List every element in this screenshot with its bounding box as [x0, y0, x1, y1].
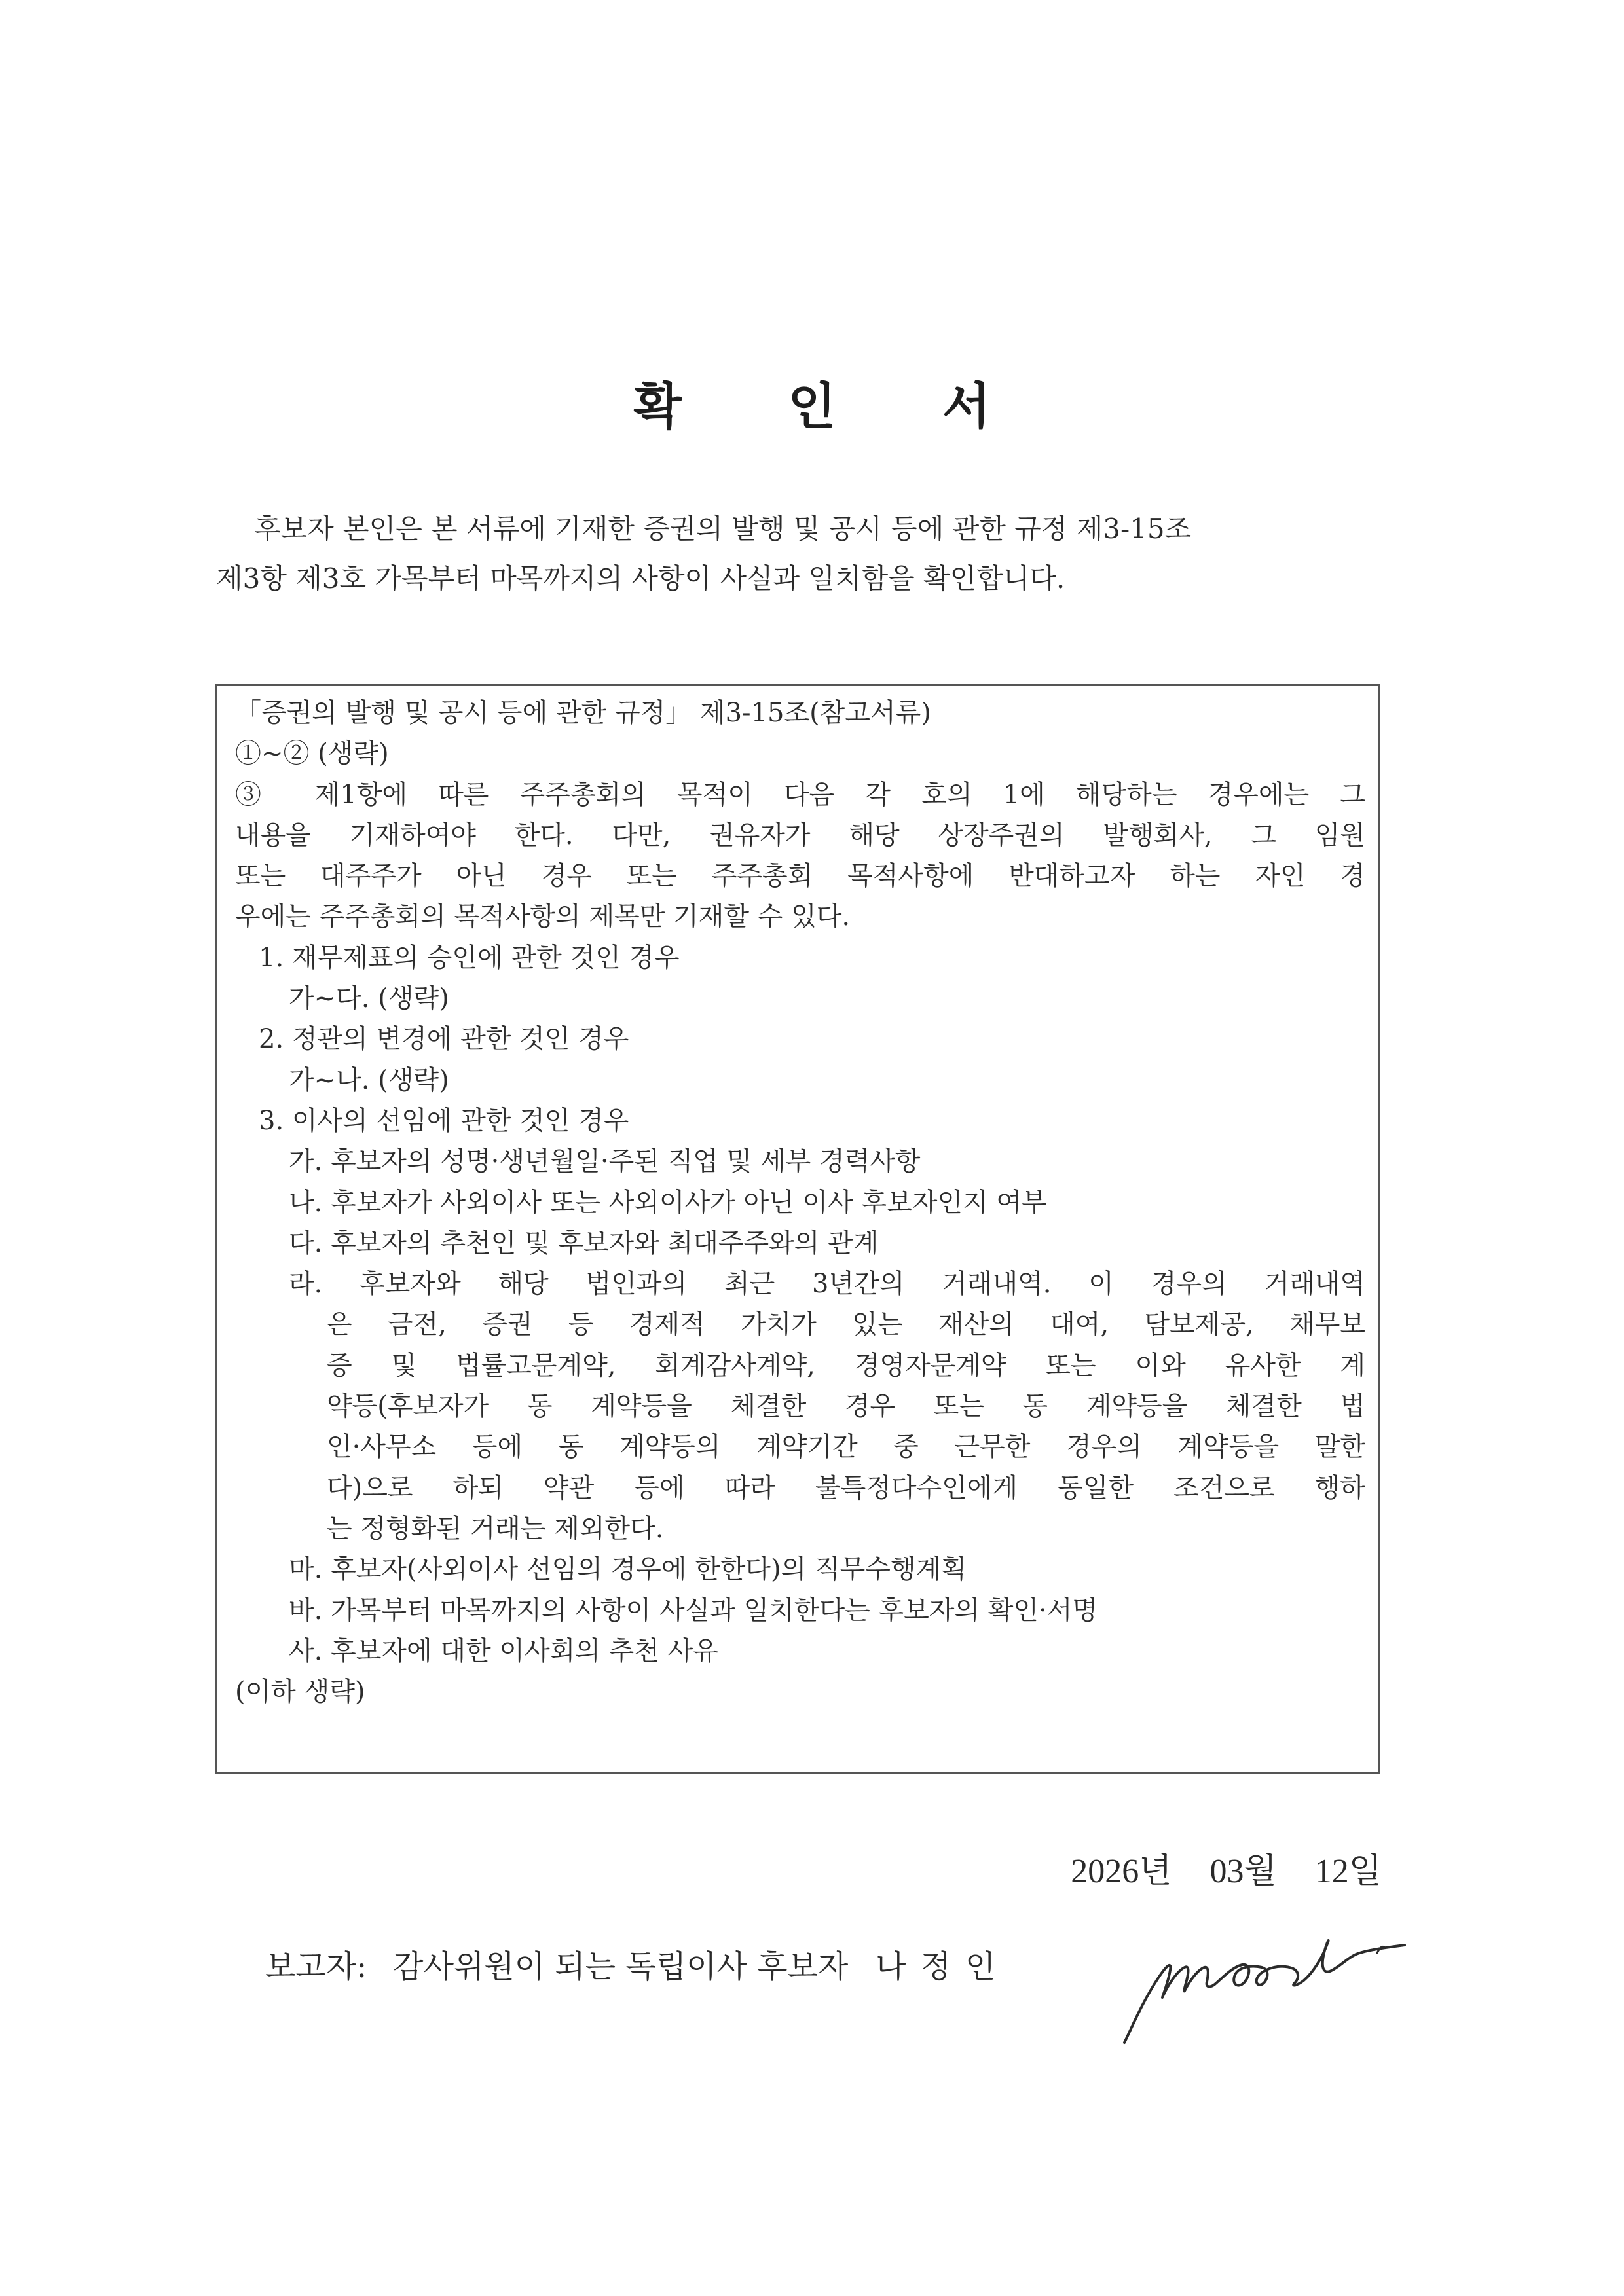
quote-section-3: 3. 이사의 선임에 관한 것인 경우: [259, 1105, 629, 1136]
date-year: 2026년: [1071, 1853, 1172, 1890]
quote-heading: 「증권의 발행 및 공시 등에 관한 규정」 제3-15조(참고서류): [235, 698, 931, 728]
reporter-name: 나정인: [876, 1948, 1010, 1985]
handwritten-signature: [1116, 1902, 1424, 2052]
signature-stroke: [1124, 1941, 1405, 2043]
quote-section-2-sub: 가~나. (생략): [289, 1065, 449, 1095]
regulation-quote-box: [215, 684, 1380, 1774]
reporter-label: 보고자:: [265, 1948, 367, 1985]
quote-items-1-2: ①~② (생략): [235, 738, 389, 769]
quote-para3-line: 내용을 기재하여야 한다. 다만, 권유자가 해당 상장주권의 발행회사, 그 임원: [235, 820, 1365, 850]
quote-item-sa: 사. 후보자에 대한 이사회의 추천 사유: [289, 1635, 718, 1666]
reporter-role: 감사위원이 되는 독립이사 후보자: [393, 1948, 849, 1985]
date-month: 03월: [1209, 1853, 1277, 1890]
document-date: [1071, 1843, 1382, 1892]
reporter-line: [265, 1941, 1010, 1986]
quote-item-ra-line: 은 금전, 증권 등 경제적 가치가 있는 재산의 대여, 담보제공, 채무보: [327, 1309, 1365, 1340]
quote-item-ra-line: 라. 후보자와 해당 법인과의 최근 3년간의 거래내역. 이 경우의 거래내역: [289, 1269, 1365, 1300]
quote-item-ra-line: 다)으로 하되 약관 등에 따라 불특정다수인에게 동일한 조건으로 행하: [327, 1472, 1365, 1503]
quote-para3-line: 또는 대주주가 아닌 경우 또는 주주총회 목적사항에 반대하고자 하는 자인 경: [235, 861, 1365, 892]
quote-item-ra-line: 약등(후보자가 동 계약등을 체결한 경우 또는 동 계약등을 체결한 법: [327, 1391, 1365, 1422]
document-title: 확 인 서: [633, 377, 1035, 435]
intro-line-2: 제3항 제3호 가목부터 마목까지의 사항이 사실과 일치함을 확인합니다.: [216, 562, 1065, 594]
quote-section-1: 1. 재무제표의 승인에 관한 것인 경우: [259, 942, 680, 973]
quote-item-ba: 바. 가목부터 마목까지의 사항이 사실과 일치한다는 후보자의 확인·서명: [289, 1595, 1098, 1626]
quote-omitted: (이하 생략): [235, 1677, 365, 1707]
intro-paragraph: [216, 504, 1408, 604]
intro-line-1: 후보자 본인은 본 서류에 기재한 증권의 발행 및 공시 등에 관한 규정 제3-15조: [254, 513, 1192, 545]
quote-section-1-sub: 가~다. (생략): [289, 983, 449, 1014]
quote-para3-line: 우에는 주주총회의 목적사항의 제목만 기재할 수 있다.: [235, 902, 851, 932]
quote-item-ma: 마. 후보자(사외이사 선임의 경우에 한한다)의 직무수행계획: [289, 1554, 967, 1585]
quote-item-ga: 가. 후보자의 성명·생년월일·주된 직업 및 세부 경력사항: [289, 1146, 921, 1177]
quote-section-2: 2. 정관의 변경에 관한 것인 경우: [259, 1024, 629, 1055]
quote-item-da: 다. 후보자의 추천인 및 후보자와 최대주주와의 관계: [289, 1228, 879, 1258]
quote-item-na: 나. 후보자가 사외이사 또는 사외이사가 아닌 이사 후보자인지 여부: [289, 1187, 1047, 1218]
quote-item-ra-line: 인·사무소 등에 동 계약등의 계약기간 중 근무한 경우의 계약등을 말한: [327, 1432, 1365, 1463]
quote-item-ra-line: 증 및 법률고문계약, 회계감사계약, 경영자문계약 또는 이와 유사한 계: [327, 1350, 1365, 1381]
date-day: 12일: [1314, 1853, 1382, 1890]
quote-item-ra-line: 는 정형화된 거래는 제외한다.: [327, 1513, 664, 1544]
quote-para3-line: ③ 제1항에 따른 주주총회의 목적이 다음 각 호의 1에 해당하는 경우에는 그: [235, 779, 1365, 810]
